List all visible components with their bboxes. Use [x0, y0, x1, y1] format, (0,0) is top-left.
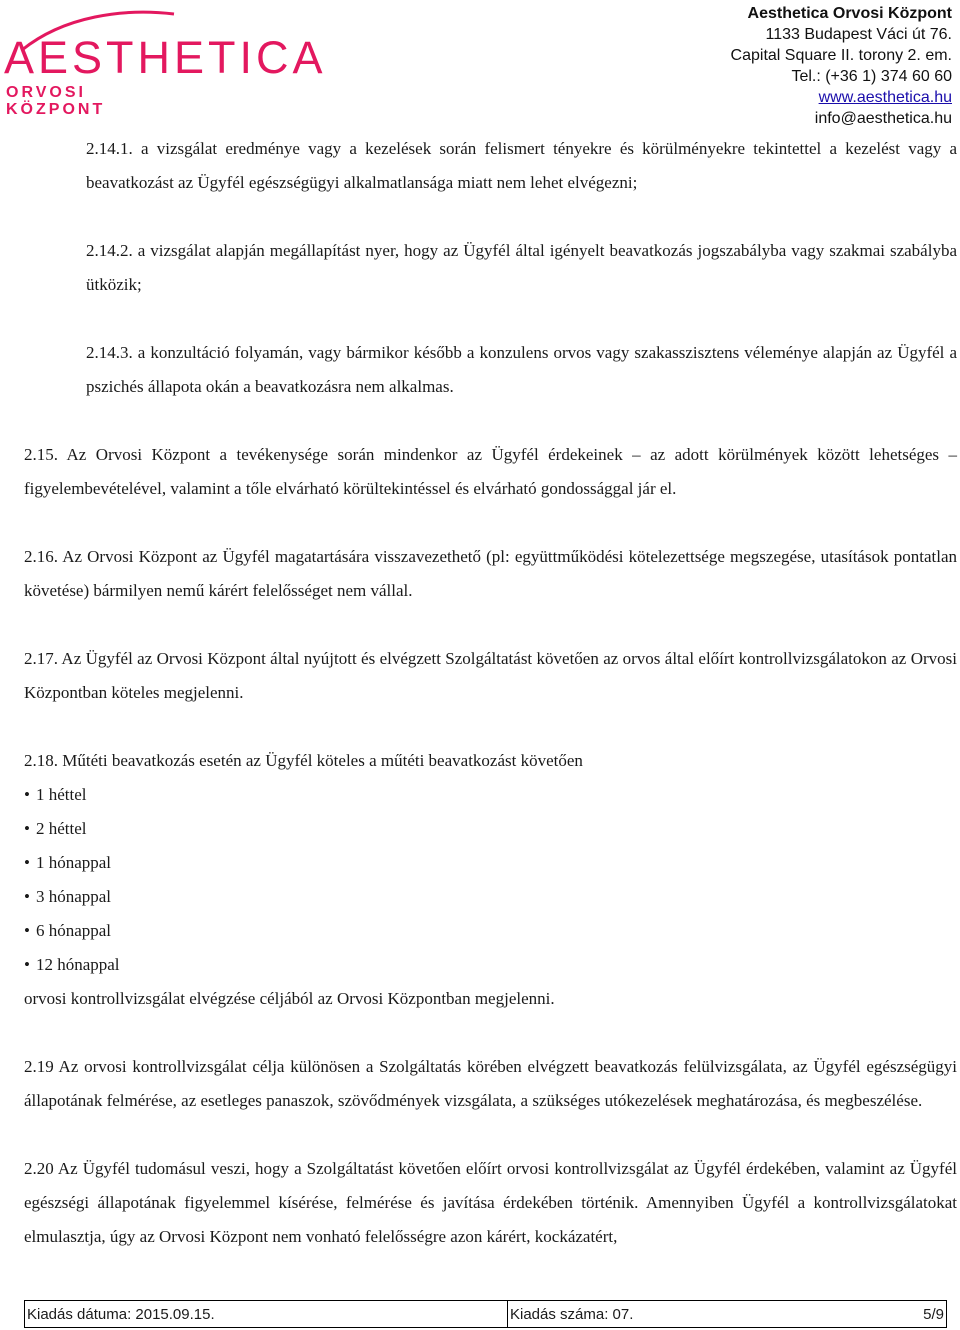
list-item: • 1 héttel [24, 778, 957, 812]
list-item: • 3 hónappal [24, 880, 957, 914]
list-item: • 2 héttel [24, 812, 957, 846]
followup-interval-list [24, 778, 957, 982]
logo-subline-2: KÖZPONT [6, 101, 106, 118]
clause-2-16: 2.16. Az Orvosi Központ az Ügyfél magatartására visszavezethető (pl: együttműködési kötelezettsége megszegése, utasítások pontatlan követése) bármilyen nemű kárért felelősséget nem vállal. [24, 547, 957, 600]
list-item: • 6 hónappal [24, 914, 957, 948]
clause-2-14-1: 2.14.1. a vizsgálat eredménye vagy a kezelések során felismert tényekre és körülményekre tekintettel a kezelést vagy a beavatkozást az Ügyfél egészségügyi alkalmatlansága miatt nem lehet elvégezni; [86, 139, 957, 192]
clause-2-20: 2.20 Az Ügyfél tudomásul veszi, hogy a Szolgáltatást követően előírt orvosi kontrollvizsgálat az Ügyfél érdekében, valamint az Ügyfél egészségi állapotának figyelemmel kísérése, felmérése és javítása érdekében történik. Amennyiben Ügyfél a kontrollvizsgálatokat elmulasztja, úgy az Orvosi Központ nem vonható felelősségre azon kárért, kockázatért, [24, 1159, 957, 1246]
list-item: • 1 hónappal [24, 846, 957, 880]
page-number: 5/9 [923, 1305, 944, 1323]
logo-wordmark: AESTHETICA [4, 32, 327, 83]
email-address: info@aesthetica.hu [814, 110, 952, 127]
clause-2-17: 2.17. Az Ügyfél az Orvosi Központ által nyújtott és elvégzett Szolgáltatást követően az orvos által előírt kontrollvizsgálatokon az Orvosi Központban köteles megjelenni. [24, 649, 957, 702]
clause-2-19: 2.19 Az orvosi kontrollvizsgálat célja különösen a Szolgáltatás körében elvégzett beavatkozás felülvizsgálata, az Ügyfél egészségügyi állapotának felmérése, az esetleges panaszok, szövődmények vizsgálata, a szükséges utókezelések meghatározása, és megbeszélése. [24, 1057, 957, 1110]
aesthetica-logo [4, 6, 327, 118]
address-line-2: Capital Square II. torony 2. em. [730, 47, 952, 64]
list-item: • 12 hónappal [24, 948, 957, 982]
issue-date: Kiadás dátuma: 2015.09.15. [25, 1301, 508, 1327]
phone-number: Tel.: (+36 1) 374 60 60 [791, 68, 952, 85]
clause-2-15: 2.15. Az Orvosi Központ a tevékenysége során mindenkor az Ügyfél érdekeinek – az adott körülmények között lehetséges – figyelembevételével, valamint a tőle elvárható körültekintéssel és elvárható gondossággal jár el. [24, 445, 957, 498]
footer-table [24, 1300, 947, 1328]
company-name: Aesthetica Orvosi Központ [747, 5, 952, 22]
clause-2-18-end: orvosi kontrollvizsgálat elvégzése céljából az Orvosi Központban megjelenni. [24, 989, 555, 1008]
clause-2-18: 2.18. Műtéti beavatkozás esetén az Ügyfél köteles a műtéti beavatkozást követően [24, 751, 583, 770]
contact-block [731, 3, 952, 129]
document-body [24, 132, 957, 1288]
logo-subline-1: ORVOSI [6, 84, 86, 101]
address-line-1: 1133 Budapest Váci út 76. [765, 26, 952, 43]
clause-2-14-2: 2.14.2. a vizsgálat alapján megállapítást nyer, hogy az Ügyfél által igényelt beavatkozás jogszabályba vagy szakmai szabályba ütközik; [86, 241, 957, 294]
clause-2-14-3: 2.14.3. a konzultáció folyamán, vagy bármikor később a konzulens orvos vagy szakasszisztens véleménye alapján az Ügyfél a pszichés állapota okán a beavatkozásra nem alkalmas. [86, 343, 957, 396]
issue-number: Kiadás száma: 07. [510, 1305, 634, 1323]
website-link[interactable]: www.aesthetica.hu [818, 89, 952, 106]
